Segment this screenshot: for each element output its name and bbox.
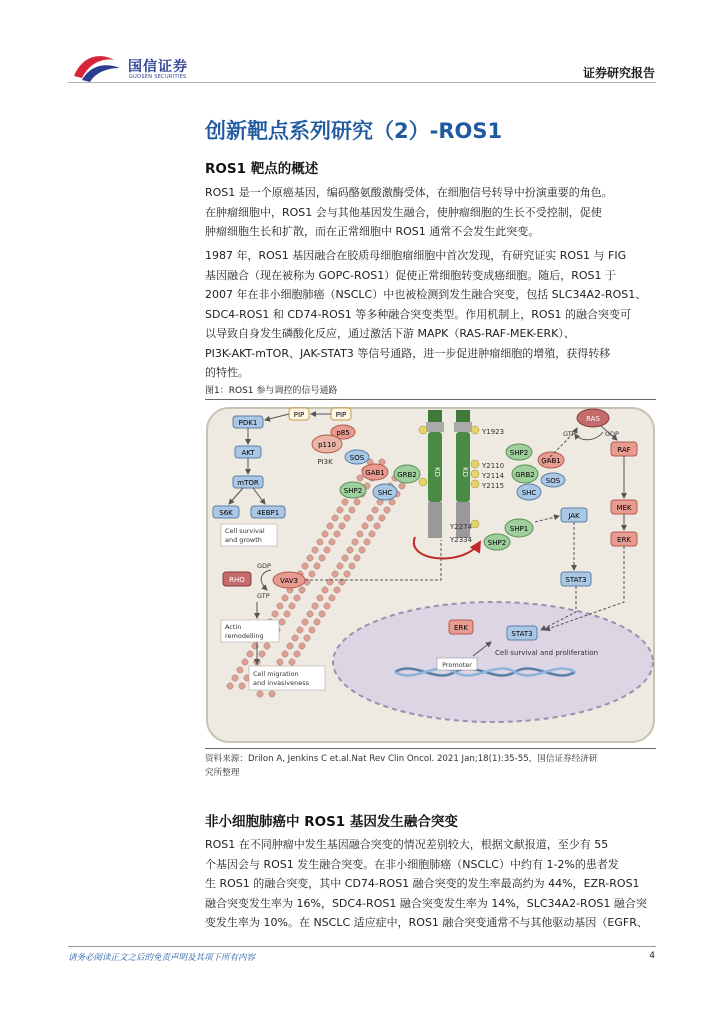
text-line: 以导致自身发生磷酸化反应，通过激活下游 MAPK（RAS-RAF-MEK-ERK）、 xyxy=(205,327,575,340)
ras-gtp-label: GTP xyxy=(563,430,576,438)
footer-divider xyxy=(68,946,656,947)
source-line: 资料来源：Drilon A, Jenkins C et.al.Nat Rev Clin Oncol. 2021 Jan;18(1):35-55，国信证券经济研 xyxy=(205,754,598,764)
pdk1-label: PDK1 xyxy=(238,419,258,427)
shc-right-label: SHC xyxy=(521,489,537,497)
ras-gdp-label: GDP xyxy=(605,430,619,438)
disclaimer-note: 请务必阅读正文之后的免责声明及其项下所有内容 xyxy=(68,953,256,963)
shp2-right-label: SHP2 xyxy=(509,449,529,457)
y2334-label: Y2334 xyxy=(450,536,473,544)
rho-label: RHO xyxy=(229,576,245,584)
page-title: 创新靶点系列研究（2）-ROS1 xyxy=(205,119,503,143)
signaling-pathway-figure xyxy=(205,402,656,746)
text-line: 生 ROS1 的融合突变，其中 CD74-ROS1 融合突变的发生率最高约为 44%，EZR-ROS1 xyxy=(205,877,640,890)
migration-line1: Cell migration xyxy=(253,670,299,678)
shc-left-label: SHC xyxy=(377,489,393,497)
section2-paragraph1 xyxy=(205,835,656,933)
figure-caption: 图1：ROS1 参与调控的信号通路 xyxy=(205,386,338,396)
kd-label-right: KD xyxy=(461,467,469,477)
shp2-left-label: SHP2 xyxy=(343,487,363,495)
gab1-right-label: GAB1 xyxy=(541,457,561,465)
rho-gtp-label: GTP xyxy=(257,592,270,600)
4ebp1-label: 4EBP1 xyxy=(256,509,280,517)
text-line: 1987 年，ROS1 基因融合在胶质母细胞瘤细胞中首次发现，有研究证实 ROS1 与 FIG xyxy=(205,249,627,262)
vav3-label: VAV3 xyxy=(280,577,298,585)
y2114-label: Y2114 xyxy=(482,472,505,480)
p110-label: p110 xyxy=(318,441,336,449)
text-line: 融合突变发生率为 16%，SDC4-ROS1 融合突变发生率为 14%，SLC34A2-ROS1 融合突 xyxy=(205,896,647,910)
nuc-survival-label: Cell survival and proliferation xyxy=(495,649,599,657)
section2-heading: 非小细胞肺癌中 ROS1 基因发生融合突变 xyxy=(205,814,458,830)
logo-cn-text: 国信证券 xyxy=(128,59,188,75)
figure-bottom-rule xyxy=(205,748,656,749)
akt-label: AKT xyxy=(241,449,255,457)
text-line: 基因融合（现在被称为 GOPC-ROS1）促使正常细胞转变成癌细胞。随后，ROS1 于 xyxy=(205,268,617,282)
y2110-label: Y2110 xyxy=(482,462,505,470)
text-line: 的特性。 xyxy=(205,366,249,379)
stat3-nuc-label: STAT3 xyxy=(511,630,533,638)
figure-source xyxy=(205,752,656,780)
y2274-label: Y2274 xyxy=(450,523,473,531)
jak-label: JAK xyxy=(568,512,580,520)
text-line: ROS1 是一个原癌基因，编码酪氨酸激酶受体，在细胞信号转导中扮演重要的角色。 xyxy=(205,186,613,199)
stat3-label: STAT3 xyxy=(565,576,587,584)
mtor-label: mTOR xyxy=(237,479,259,487)
mek-label: MEK xyxy=(616,504,632,512)
section1-paragraph1 xyxy=(205,183,656,242)
promoter-label: Promoter xyxy=(442,661,472,669)
y1923-label: Y1923 xyxy=(482,428,505,436)
text-line: 肿瘤细胞生长和扩散，而在正常细胞中 ROS1 通常不会发生此突变。 xyxy=(205,225,540,238)
y2115-label: Y2115 xyxy=(482,482,505,490)
text-line: 变发生率为 10%。在 NSCLC 适应症中，ROS1 融合突变通常不与其他驱动基因（EGFR、 xyxy=(205,916,648,929)
text-line: PI3K-AKT-mTOR、JAK-STAT3 等信号通路，进一步促进肿瘤细胞的增殖，获得转移 xyxy=(205,346,611,360)
text-line: 在肿瘤细胞中，ROS1 会与其他基因发生融合，使肿瘤细胞的生长不受控制，促使 xyxy=(205,205,602,219)
report-type-label: 证券研究报告 xyxy=(582,66,655,80)
migration-line2: and invasiveness xyxy=(253,679,309,687)
guosen-logo-icon xyxy=(68,50,128,86)
source-line: 究所整理 xyxy=(205,768,240,778)
text-line: 个基因会与 ROS1 发生融合突变。在非小细胞肺癌（NSCLC）中约有 1-2%的患者发 xyxy=(205,857,619,871)
text-line: SDC4-ROS1 和 CD74-ROS1 等多种融合突变类型。作用机制上，ROS1 的融合突变可 xyxy=(205,307,632,321)
text-line: 2007 年在非小细胞肺癌（NSCLC）中也被检测到发生融合突变，包括 SLC34A2-ROS1、 xyxy=(205,288,647,301)
section1-paragraph2 xyxy=(205,246,656,383)
erk-label: ERK xyxy=(617,536,631,544)
nucleus xyxy=(333,602,653,722)
cell-survival-growth-line1: Cell survival xyxy=(225,527,265,535)
s6k-label: S6K xyxy=(219,509,233,517)
rho-gdp-label: GDP xyxy=(257,562,271,570)
pi3k-label: PI3K xyxy=(317,458,333,466)
grb2-left-label: GRB2 xyxy=(397,471,417,479)
page-number: 4 xyxy=(649,951,655,961)
sos-right-label: SOS xyxy=(545,477,561,485)
figure-top-rule xyxy=(205,399,656,400)
shp2-lower-label: SHP2 xyxy=(487,539,507,547)
grb2-right-label: GRB2 xyxy=(515,471,535,479)
ras-label: RAS xyxy=(586,415,600,423)
gab1-left-label: GAB1 xyxy=(365,469,385,477)
shp1-label: SHP1 xyxy=(509,525,529,533)
raf-label: RAF xyxy=(617,446,631,454)
sos-left-label: SOS xyxy=(349,454,365,462)
erk-nuc-label: ERK xyxy=(454,624,468,632)
cell-survival-growth-line2: and growth xyxy=(225,536,262,544)
logo-en-text: GUOSEN SECURITIES xyxy=(129,74,187,80)
p85-label: p85 xyxy=(336,429,350,437)
pathway-diagram xyxy=(205,402,656,746)
section1-heading: ROS1 靶点的概述 xyxy=(205,161,319,177)
actin-line1: Actin xyxy=(225,623,242,631)
text-line: ROS1 在不同肿瘤中发生基因融合突变的情况差别较大，根据文献报道，至少有 55 xyxy=(205,838,609,851)
actin-line2: remodelling xyxy=(225,632,264,640)
pip-left-label: PIP xyxy=(293,411,305,419)
pip-right-label: PIP xyxy=(335,411,347,419)
header-divider xyxy=(68,82,656,83)
kd-label-left: KD xyxy=(433,467,441,477)
